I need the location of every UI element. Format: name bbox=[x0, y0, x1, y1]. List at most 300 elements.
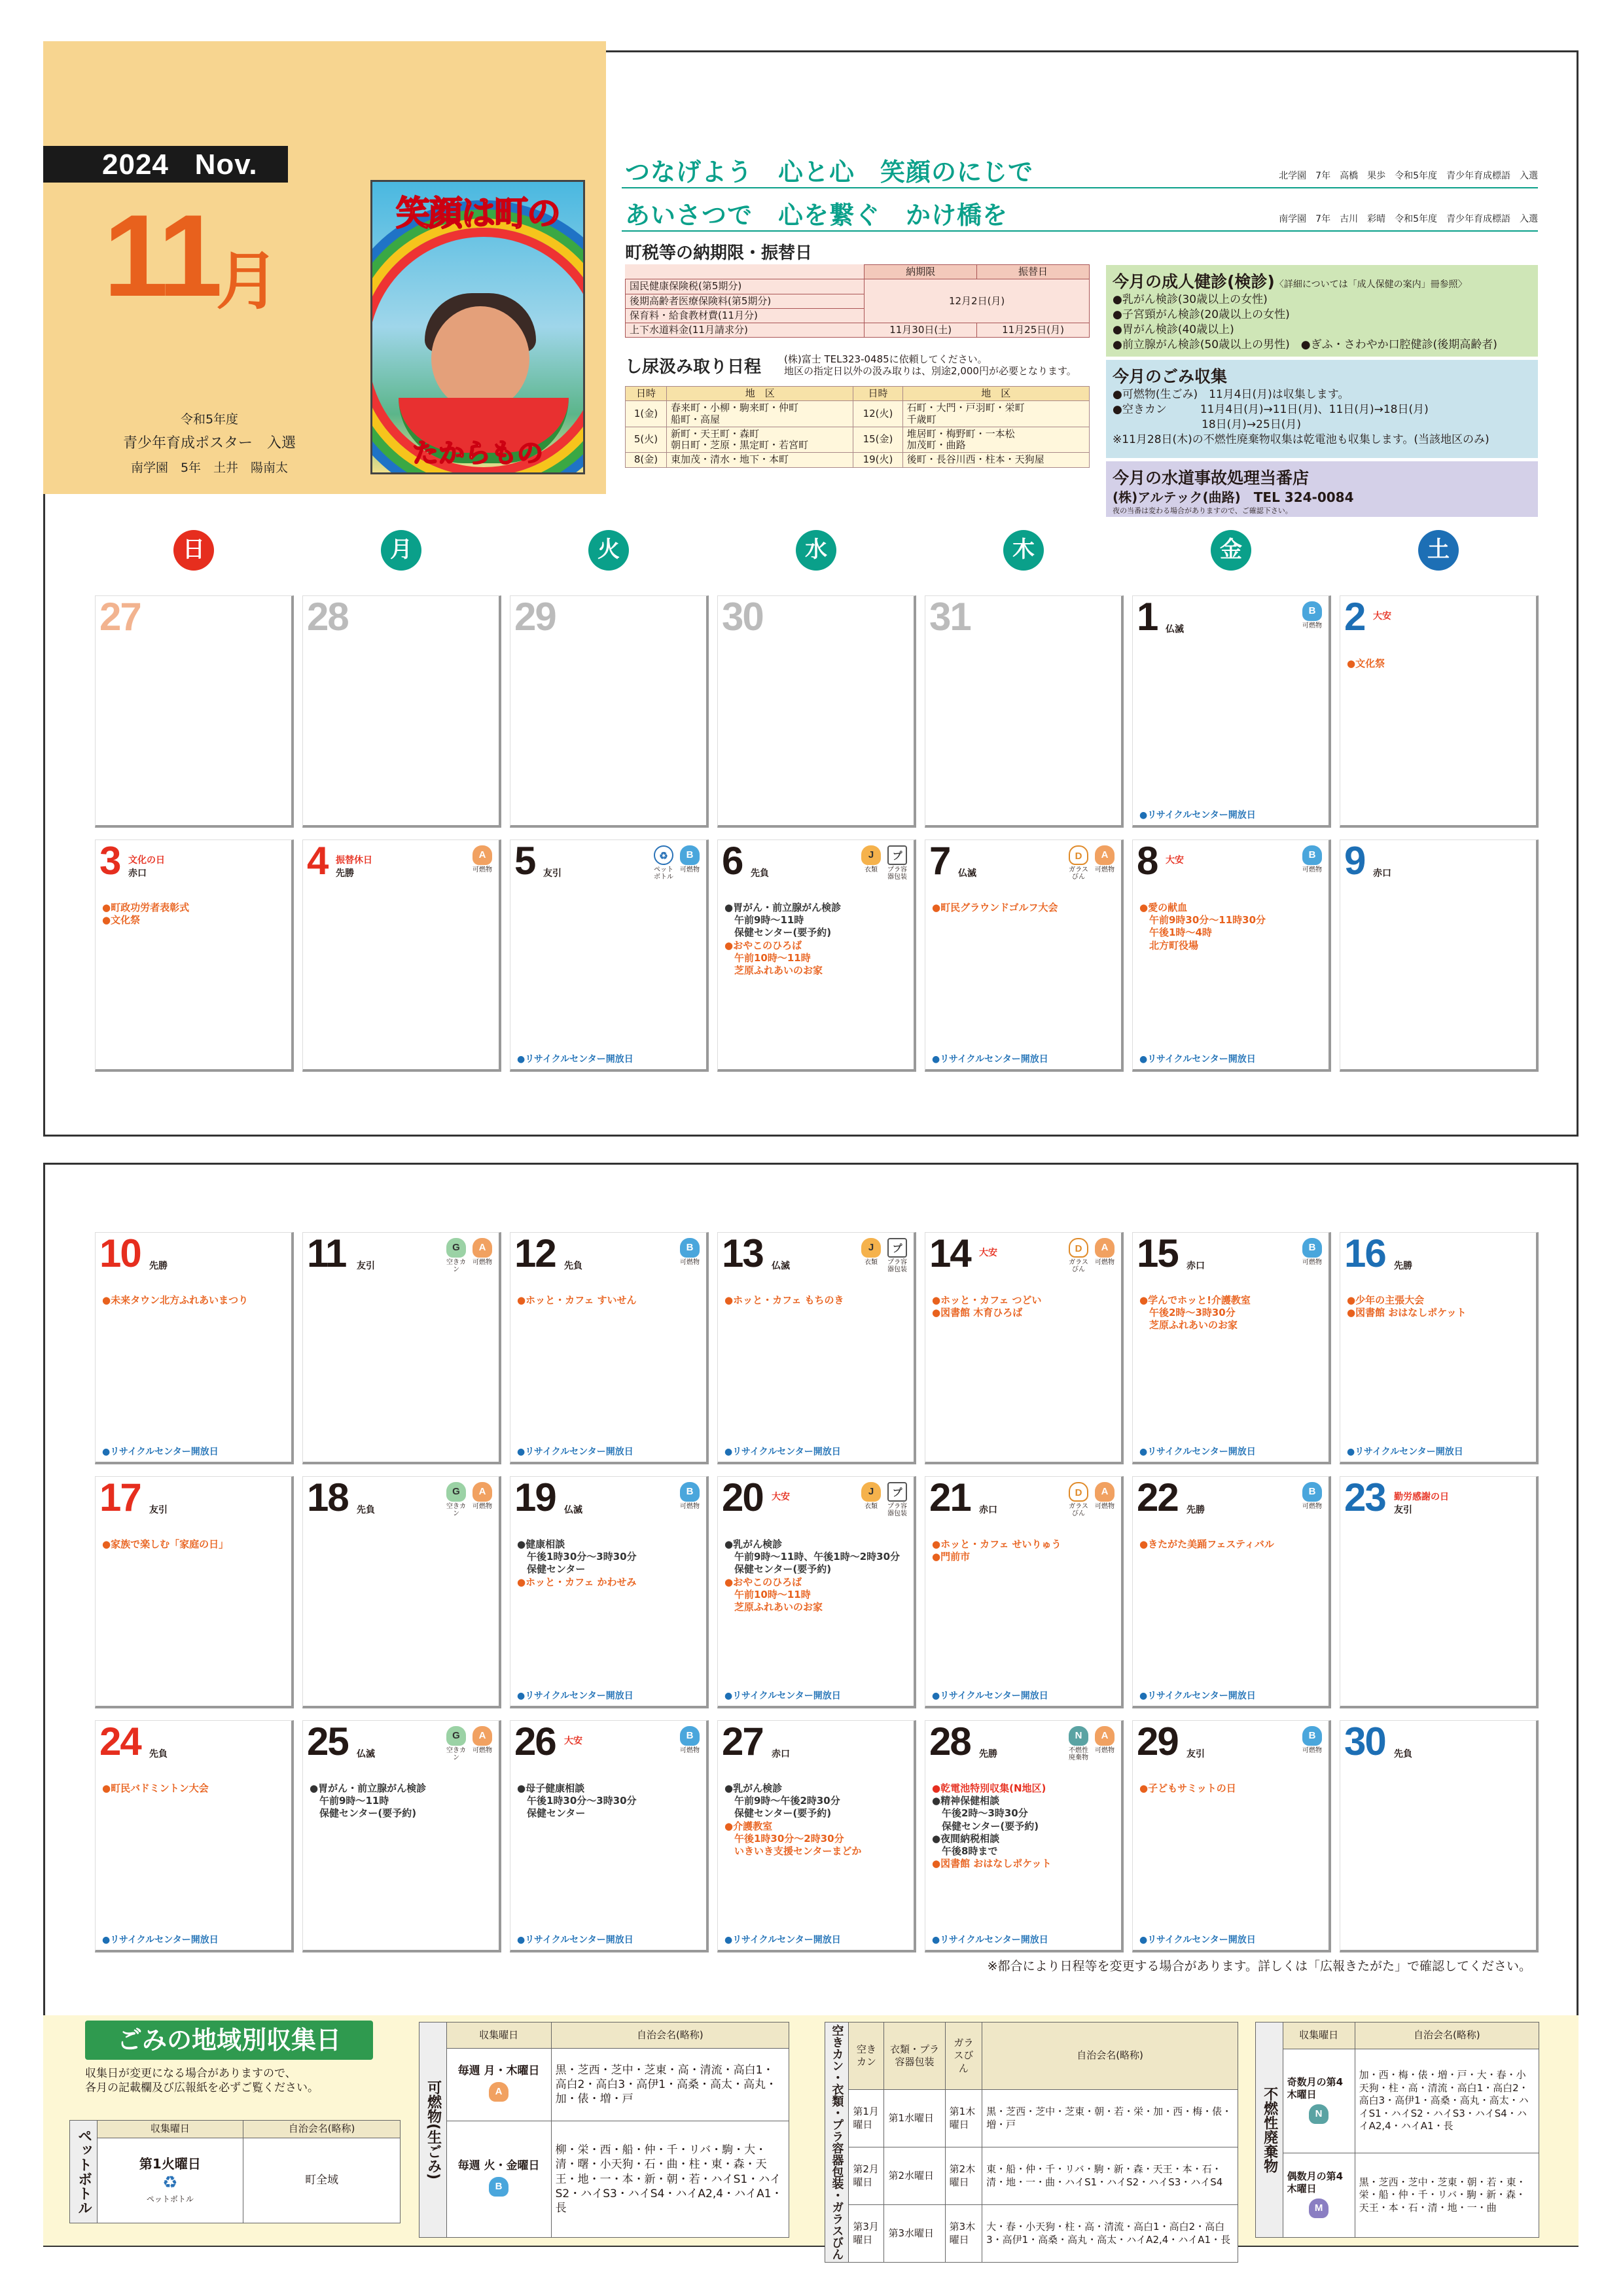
rokuyo-label: 友引 bbox=[149, 1505, 168, 1515]
recycle-center-open: ●リサイクルセンター開放日 bbox=[517, 1935, 633, 1945]
garbage-pla-icon: プ プラ容器包装 bbox=[885, 1482, 909, 1517]
water-line: (株)アルテック(曲路) TEL 324-0084 bbox=[1113, 489, 1354, 505]
slogan-1-credit: 北学園 7年 高橋 果歩 令和5年度 青少年育成標語 入選 bbox=[1279, 171, 1538, 181]
day-cell[interactable] bbox=[1132, 595, 1331, 828]
rokuyo-label: 友引 bbox=[1394, 1505, 1412, 1515]
kenshin-title: 今月の成人健診(検診) bbox=[1113, 272, 1275, 291]
res-h-can: 空きカン bbox=[849, 2022, 884, 2090]
urine-note-1: (株)富士 TEL323-0485に依頼してください。 bbox=[784, 353, 988, 365]
garbage-B-icon: B 可燃物 bbox=[1300, 601, 1324, 629]
recycle-center-open: ●リサイクルセンター開放日 bbox=[724, 1691, 841, 1701]
slogan-1: つなげよう 心と心 笑顔のにじで bbox=[625, 158, 1034, 186]
res-area2: 東・船・仲・千・リバ・駒・新・森・天王・本・石・清・地・一・曲・ハイS1・ハイS2・ハイS3・ハイS4 bbox=[982, 2147, 1238, 2205]
event-line: ●ホッと・カフェ つどい bbox=[932, 1294, 1042, 1306]
day-cell[interactable] bbox=[302, 1476, 501, 1708]
event-line: ●夜間納税相談 bbox=[932, 1832, 1000, 1845]
pet-label: ペットボトル bbox=[70, 2121, 98, 2223]
event-line: ●町民バドミントン大会 bbox=[102, 1782, 209, 1794]
day-number: 29 bbox=[1137, 1720, 1178, 1763]
event-line: ●ホッと・カフェ せいりゅう bbox=[932, 1538, 1061, 1550]
tax-item: 後期高齢者医療保険料(第5期分) bbox=[626, 294, 865, 308]
burn-h-area: 自治会名(略称) bbox=[551, 2022, 789, 2049]
recycle-center-open: ●リサイクルセンター開放日 bbox=[517, 1054, 633, 1065]
holiday-label: 勤労感謝の日 bbox=[1394, 1492, 1449, 1502]
weekday-0: 日 bbox=[173, 530, 214, 571]
event-line: ●文化祭 bbox=[1347, 658, 1385, 669]
res-w1c: 第1木曜日 bbox=[945, 2090, 982, 2147]
info-line: ●胃がん検診(40歳以上) bbox=[1113, 323, 1234, 336]
day-number: 28 bbox=[307, 595, 348, 639]
day-number: 23 bbox=[1344, 1475, 1385, 1519]
day-cell[interactable] bbox=[925, 839, 1124, 1072]
rokuyo-label: 先勝 bbox=[1394, 1261, 1412, 1271]
event-line: 保健センター bbox=[517, 1563, 586, 1576]
garbage-B-icon: B 可燃物 bbox=[1300, 1482, 1324, 1510]
rokuyo-label: 赤口 bbox=[979, 1505, 997, 1515]
day-cell[interactable] bbox=[302, 839, 501, 1072]
res-h-cloth: 衣類・プラ容器包装 bbox=[884, 2022, 945, 2090]
event-line: 午前9時30分〜11時30分 bbox=[1139, 914, 1266, 927]
day-cell[interactable] bbox=[95, 1720, 294, 1952]
event-line: 午後1時30分〜3時30分 bbox=[517, 1551, 637, 1563]
burnable-b-icon: B bbox=[486, 2177, 512, 2197]
garbage-A-icon: A 可燃物 bbox=[471, 1482, 494, 1510]
info-line: ●空きカン 11月4日(月)→11日(月)、11日(月)→18日(月) bbox=[1113, 402, 1429, 416]
garbage-B-icon: B 可燃物 bbox=[1300, 845, 1324, 874]
water-box bbox=[1106, 461, 1538, 517]
urine-h-date: 日時 bbox=[626, 387, 667, 401]
res-w3c: 第3木曜日 bbox=[945, 2205, 982, 2263]
nf1-day: 奇数月の第4木曜日 bbox=[1287, 2075, 1344, 2100]
day-events bbox=[932, 1294, 1042, 1319]
recycle-center-open: ●リサイクルセンター開放日 bbox=[932, 1054, 1048, 1065]
day-number: 28 bbox=[929, 1720, 971, 1763]
rokuyo-label: 先負 bbox=[1394, 1749, 1412, 1759]
day-cell[interactable] bbox=[1132, 1720, 1331, 1952]
event-line: 芝原ふれあいのお家 bbox=[1139, 1319, 1238, 1332]
garbage-A-icon: A 可燃物 bbox=[471, 845, 494, 874]
garbage-A-icon: A 可燃物 bbox=[1093, 1726, 1116, 1754]
day-events bbox=[517, 1782, 637, 1820]
rokuyo-label: 先負 bbox=[357, 1505, 375, 1515]
garbage-glass-icon: D ガラスびん bbox=[1067, 845, 1090, 881]
burnable-a-icon: A bbox=[486, 2082, 512, 2102]
urine-cell: 8(金) bbox=[626, 453, 667, 467]
day-cell[interactable] bbox=[1132, 1476, 1331, 1708]
garbage-pla-icon: プ プラ容器包装 bbox=[885, 845, 909, 881]
day-events bbox=[102, 902, 189, 927]
day-events bbox=[517, 1538, 637, 1589]
event-line: ●おやこのひろば bbox=[724, 1576, 802, 1588]
year: 2024 bbox=[102, 149, 169, 181]
nonburnable-label: 不燃性廃棄物 bbox=[1256, 2022, 1283, 2238]
urine-cell: 新町・天王町・森町 朝日町・芝原・黒定町・若宮町 bbox=[667, 427, 853, 453]
tax-water-due: 11月30日(土) bbox=[865, 323, 977, 338]
event-line: ●おやこのひろば bbox=[724, 939, 802, 951]
event-line: 午後8時まで bbox=[932, 1845, 998, 1857]
day-number: 2 bbox=[1344, 595, 1365, 639]
day-cell[interactable] bbox=[95, 1232, 294, 1464]
day-number: 8 bbox=[1137, 839, 1158, 883]
holiday-label: 大安 bbox=[564, 1736, 582, 1746]
info-line: 18日(月)→25日(月) bbox=[1113, 417, 1302, 431]
garbage-cloth-icon: J 衣類 bbox=[859, 1482, 883, 1510]
event-line: 午前10時〜11時 bbox=[724, 951, 811, 964]
event-line: 北方町役場 bbox=[1139, 939, 1199, 951]
urine-cell: 5(火) bbox=[626, 427, 667, 453]
year-month-bar bbox=[43, 146, 288, 183]
day-number: 27 bbox=[722, 1720, 763, 1763]
day-events bbox=[1139, 1294, 1251, 1332]
recycle-center-open: ●リサイクルセンター開放日 bbox=[932, 1691, 1048, 1701]
event-line: ●介護教室 bbox=[724, 1820, 773, 1832]
poster-title: 笑顔は町の bbox=[395, 194, 560, 234]
day-cell[interactable] bbox=[717, 1720, 916, 1952]
event-line: 保健センター(要予約) bbox=[724, 1807, 832, 1820]
day-cell[interactable] bbox=[925, 1720, 1124, 1952]
event-line: 午前9時〜11時、午後1時〜2時30分 bbox=[724, 1551, 901, 1563]
pet-icon-label: ペットボトル bbox=[146, 2195, 194, 2204]
day-events bbox=[724, 1294, 844, 1307]
event-line: 午前9時〜午後2時30分 bbox=[724, 1795, 840, 1807]
event-line: ●門前市 bbox=[932, 1551, 971, 1563]
event-line: ●未来タウン北方ふれあいまつり bbox=[102, 1294, 249, 1306]
kenshin-sub: 〈詳細については「成人保健の案内」冊参照〉 bbox=[1274, 279, 1467, 290]
holiday-label: 大安 bbox=[979, 1248, 997, 1258]
nf2-area: 黒・芝西・芝中・芝東・朝・若・東・栄・船・仲・千・リバ・駒・新・森・天王・本・石・清・地・一・曲 bbox=[1355, 2153, 1539, 2238]
info-line: ●可燃物(生ごみ) 11月4日(月)は収集します。 bbox=[1113, 388, 1349, 401]
day-cell[interactable] bbox=[1340, 839, 1539, 1072]
day-cell[interactable] bbox=[510, 1720, 709, 1952]
weekday-4: 木 bbox=[1003, 530, 1044, 571]
day-number: 12 bbox=[514, 1231, 556, 1275]
urine-table bbox=[625, 386, 1090, 468]
burnable-label: 可燃物(生ごみ) bbox=[419, 2022, 447, 2238]
gomi-lines bbox=[1113, 387, 1531, 448]
day-cell[interactable] bbox=[717, 595, 916, 828]
recycle-center-open: ●リサイクルセンター開放日 bbox=[1139, 1447, 1256, 1457]
day-number: 1 bbox=[1137, 595, 1158, 639]
info-line: ●子宮頸がん検診(20歳以上の女性) bbox=[1113, 308, 1290, 321]
holiday-label: 文化の日 bbox=[128, 855, 165, 866]
rokuyo-label: 仏滅 bbox=[564, 1505, 582, 1515]
event-line: 保健センター(要予約) bbox=[724, 927, 832, 939]
event-line: 午後2時〜3時30分 bbox=[932, 1807, 1028, 1820]
recycle-center-open: ●リサイクルセンター開放日 bbox=[1347, 1447, 1463, 1457]
day-number: 15 bbox=[1137, 1231, 1178, 1275]
urine-cell: 堆居町・梅野町・一本松 加茂町・曲路 bbox=[902, 427, 1089, 453]
garbage-B-icon: B 可燃物 bbox=[678, 845, 702, 874]
event-line: ●乳がん検診 bbox=[724, 1782, 783, 1794]
rokuyo-label: 赤口 bbox=[1373, 868, 1391, 879]
weekday-6: 土 bbox=[1418, 530, 1459, 571]
weekday-5: 金 bbox=[1211, 530, 1251, 571]
kenshin-box bbox=[1106, 265, 1538, 357]
day-number: 27 bbox=[99, 595, 141, 639]
event-line: 午後2時〜3時30分 bbox=[1139, 1307, 1236, 1319]
day-events bbox=[1139, 1782, 1236, 1795]
res-w2: 第2月曜日 bbox=[849, 2147, 884, 2205]
event-line: 午前9時〜11時 bbox=[310, 1795, 389, 1807]
month-number: 11 bbox=[103, 190, 219, 321]
garbage-A-icon: A 可燃物 bbox=[471, 1238, 494, 1266]
day-number: 21 bbox=[929, 1475, 971, 1519]
burn2-area: 柳・栄・西・船・仲・千・リバ・駒・大・清・曙・小天狗・石・曲・柱・東・森・天王・地・一・本・新・朝・若・ハイS1・ハイS2・ハイS3・ハイS4・ハイA2,4・ハイA1・長 bbox=[551, 2121, 789, 2238]
garbage-A-icon: A 可燃物 bbox=[471, 1726, 494, 1754]
event-line: ●家族で楽しむ「家庭の日」 bbox=[102, 1538, 229, 1550]
event-line: ●少年の主張大会 bbox=[1347, 1294, 1425, 1306]
day-events bbox=[517, 1294, 637, 1307]
urine-h-date: 日時 bbox=[853, 387, 902, 401]
weekday-1: 月 bbox=[381, 530, 421, 571]
tax-col-due: 納期限 bbox=[865, 265, 977, 279]
nf1-area: 加・西・梅・俵・増・戸・大・春・小天狗・柱・高・清流・高白1・高白2・高白3・高伊1・高桑・高丸・高太・ハイS1・ハイS2・ハイS3・ハイS4・ハイA2,4・ハイA1・長 bbox=[1355, 2049, 1539, 2153]
garbage-pet-icon: ♻ ペットボトル bbox=[652, 845, 675, 881]
nf2-day: 偶数月の第4木曜日 bbox=[1287, 2170, 1344, 2195]
event-line: ●精神保健相談 bbox=[932, 1795, 1000, 1807]
event-line: ●きたがた美踊フェスティバル bbox=[1139, 1538, 1274, 1550]
event-line: 芝原ふれあいのお家 bbox=[724, 1600, 823, 1613]
day-cell[interactable] bbox=[717, 839, 916, 1072]
day-number: 20 bbox=[722, 1475, 763, 1519]
day-cell[interactable] bbox=[510, 1476, 709, 1708]
day-cell[interactable] bbox=[717, 1476, 916, 1708]
day-number: 17 bbox=[99, 1475, 141, 1519]
day-number: 31 bbox=[929, 595, 971, 639]
month-unit: 月 bbox=[216, 245, 279, 318]
garbage-can-icon: G 空きカン bbox=[444, 1726, 468, 1761]
event-line: ●胃がん・前立腺がん検診 bbox=[724, 902, 842, 913]
res-w2b: 第2水曜日 bbox=[884, 2147, 945, 2205]
garbage-B-icon: B 可燃物 bbox=[1300, 1726, 1324, 1754]
burn2-day: 毎週 火・金曜日 bbox=[457, 2159, 540, 2172]
urine-title: し尿汲み取り日程 bbox=[625, 357, 762, 377]
event-line: ●ホッと・カフェ もちのき bbox=[724, 1294, 844, 1306]
event-line: ●図書館 おはなしポケット bbox=[932, 1858, 1052, 1870]
urine-cell: 19(火) bbox=[853, 453, 902, 467]
day-cell[interactable] bbox=[1132, 1232, 1331, 1464]
garbage-pla-icon: プ プラ容器包装 bbox=[885, 1238, 909, 1273]
holiday-label: 大安 bbox=[772, 1492, 790, 1502]
event-line: ●町民グラウンドゴルフ大会 bbox=[932, 902, 1058, 913]
water-title: 今月の水道事故処理当番店 bbox=[1113, 468, 1310, 487]
garbage-cloth-icon: J 衣類 bbox=[859, 1238, 883, 1266]
weekday-2: 火 bbox=[588, 530, 629, 571]
rokuyo-label: 仏滅 bbox=[958, 868, 976, 879]
day-cell[interactable] bbox=[1132, 839, 1331, 1072]
event-line: ●乳がん検診 bbox=[724, 1538, 783, 1550]
day-cell[interactable] bbox=[302, 1232, 501, 1464]
day-cell[interactable] bbox=[925, 1232, 1124, 1464]
day-number: 14 bbox=[929, 1231, 971, 1275]
urine-cell: 春来町・小柳・駒来町・仲町 船町・高屋 bbox=[667, 401, 853, 427]
weekday-3: 水 bbox=[796, 530, 836, 571]
burn-h-day: 収集曜日 bbox=[446, 2022, 551, 2049]
day-events bbox=[932, 1782, 1052, 1870]
day-number: 26 bbox=[514, 1720, 556, 1763]
day-number: 29 bbox=[514, 595, 556, 639]
tax-col-transfer: 振替日 bbox=[977, 265, 1090, 279]
nonburnable-m-icon: M bbox=[1306, 2199, 1332, 2218]
poster-image bbox=[370, 180, 585, 474]
day-cell[interactable] bbox=[95, 1476, 294, 1708]
nf-h-area: 自治会名(略称) bbox=[1355, 2022, 1539, 2049]
day-number: 9 bbox=[1344, 839, 1365, 883]
res-h-glass: ガラスびん bbox=[945, 2022, 982, 2090]
day-number: 16 bbox=[1344, 1231, 1385, 1275]
res-area1: 黒・芝西・芝中・芝東・朝・若・栄・加・西・梅・俵・増・戸 bbox=[982, 2090, 1238, 2147]
urine-note bbox=[784, 353, 1077, 377]
event-line: ●母子健康相談 bbox=[517, 1782, 585, 1794]
recycle-center-open: ●リサイクルセンター開放日 bbox=[517, 1447, 633, 1457]
pet-area: 町全域 bbox=[243, 2138, 401, 2223]
tax-items-due: 12月2日(月) bbox=[865, 279, 1090, 323]
resource-label: 空きカン・衣類・プラ容器包装・ガラスびん bbox=[825, 2022, 849, 2263]
holiday-label: 大安 bbox=[1166, 855, 1184, 866]
garbage-B-icon: B 可燃物 bbox=[678, 1238, 702, 1266]
event-line: ●ホッと・カフェ すいせん bbox=[517, 1294, 637, 1306]
event-line: ●町政功労者表彰式 bbox=[102, 902, 190, 913]
nonburnable-table bbox=[1255, 2022, 1539, 2238]
day-cell[interactable] bbox=[1340, 1720, 1539, 1952]
collection-note-2: 各月の記載欄及び広報紙を必ずご覧ください。 bbox=[85, 2081, 319, 2095]
day-events bbox=[310, 1782, 426, 1820]
day-cell[interactable] bbox=[302, 1720, 501, 1952]
event-line: いきいき支援センターまどか bbox=[724, 1845, 862, 1857]
recycle-center-open: ●リサイクルセンター開放日 bbox=[102, 1447, 219, 1457]
day-number: 24 bbox=[99, 1720, 141, 1763]
event-line: 午前10時〜11時 bbox=[724, 1588, 811, 1600]
nonburnable-n-icon: N bbox=[1306, 2104, 1332, 2124]
info-line: ●前立腺がん検診(50歳以上の男性) ●ぎふ・さわやか口腔健診(後期高齢者) bbox=[1113, 338, 1497, 351]
recycle-center-open: ●リサイクルセンター開放日 bbox=[1139, 810, 1256, 821]
urine-h-area: 地 区 bbox=[667, 387, 853, 401]
garbage-glass-icon: D ガラスびん bbox=[1067, 1238, 1090, 1273]
res-w1: 第1月曜日 bbox=[849, 2090, 884, 2147]
day-cell[interactable] bbox=[717, 1232, 916, 1464]
event-line: ●愛の献血 bbox=[1139, 902, 1188, 913]
day-events bbox=[932, 1538, 1061, 1563]
recycle-center-open: ●リサイクルセンター開放日 bbox=[724, 1935, 841, 1945]
day-number: 5 bbox=[514, 839, 535, 883]
pet-h-area: 自治会名(略称) bbox=[243, 2121, 401, 2138]
recycle-center-open: ●リサイクルセンター開放日 bbox=[932, 1935, 1048, 1945]
day-events bbox=[102, 1294, 248, 1307]
event-line: 保健センター(要予約) bbox=[724, 1563, 832, 1576]
slogan-2: あいさつで 心を繋ぐ かけ橋を bbox=[625, 201, 1008, 230]
garbage-can-icon: G 空きカン bbox=[444, 1238, 468, 1273]
event-line: ●健康相談 bbox=[517, 1538, 565, 1550]
day-cell[interactable] bbox=[510, 595, 709, 828]
urine-cell: 東加茂・清水・地下・本町 bbox=[667, 453, 853, 467]
collection-note-1: 収集日が変更になる場合がありますので、 bbox=[85, 2067, 296, 2080]
poster-bottom-text: たからもの bbox=[412, 438, 543, 468]
urine-note-2: 地区の指定日以外の汲み取りは、別途2,000円が必要となります。 bbox=[784, 365, 1077, 377]
gomi-title: 今月のごみ収集 bbox=[1113, 367, 1228, 386]
rokuyo-label: 仏滅 bbox=[772, 1261, 790, 1271]
garbage-glass-icon: D ガラスびん bbox=[1067, 1482, 1090, 1517]
day-number: 25 bbox=[307, 1720, 348, 1763]
pet-h-day: 収集曜日 bbox=[97, 2121, 243, 2138]
day-cell[interactable] bbox=[1340, 1232, 1539, 1464]
day-cell[interactable] bbox=[510, 1232, 709, 1464]
event-line: 午後1時30分〜2時30分 bbox=[724, 1832, 844, 1845]
day-events bbox=[102, 1538, 228, 1551]
event-line: ●学んでホッと!介護教室 bbox=[1139, 1294, 1251, 1306]
day-cell[interactable] bbox=[1340, 595, 1539, 828]
gomi-box bbox=[1106, 360, 1538, 458]
rokuyo-label: 先負 bbox=[751, 868, 769, 879]
garbage-A-icon: A 可燃物 bbox=[1093, 845, 1116, 874]
event-line: 午後1時30分〜3時30分 bbox=[517, 1795, 637, 1807]
event-line: ●ホッと・カフェ かわせみ bbox=[517, 1576, 637, 1588]
res-w2c: 第2木曜日 bbox=[945, 2147, 982, 2205]
rokuyo-label: 仏滅 bbox=[357, 1749, 375, 1759]
day-number: 10 bbox=[99, 1231, 141, 1275]
event-line: 午前9時〜11時 bbox=[724, 914, 804, 927]
tax-title: 町税等の納期限・振替日 bbox=[625, 243, 813, 263]
res-h-area: 自治会名(略称) bbox=[982, 2022, 1238, 2090]
event-line: ●文化祭 bbox=[102, 914, 141, 927]
res-w1b: 第1水曜日 bbox=[884, 2090, 945, 2147]
recycle-center-open: ●リサイクルセンター開放日 bbox=[1139, 1935, 1256, 1945]
burn1-day: 毎週 月・木曜日 bbox=[457, 2064, 540, 2078]
poster-caption-year: 令和5年度 bbox=[180, 412, 239, 427]
day-events bbox=[1139, 1538, 1274, 1551]
day-cell[interactable] bbox=[95, 595, 294, 828]
day-cell[interactable] bbox=[95, 839, 294, 1072]
burnable-table bbox=[419, 2022, 789, 2238]
day-events bbox=[724, 1538, 900, 1614]
recycle-center-open: ●リサイクルセンター開放日 bbox=[724, 1447, 841, 1457]
slogan-divider bbox=[622, 187, 1538, 188]
poster-caption-title: 青少年育成ポスター 入選 bbox=[122, 435, 296, 451]
rokuyo-label: 先勝 bbox=[979, 1749, 997, 1759]
slogan-2-credit: 南学園 7年 古川 彩晴 令和5年度 青少年育成標語 入選 bbox=[1279, 214, 1538, 224]
event-line: ●子どもサミットの日 bbox=[1139, 1782, 1236, 1794]
rokuyo-label: 先負 bbox=[149, 1749, 168, 1759]
garbage-B-icon: B 可燃物 bbox=[678, 1482, 702, 1510]
pet-recycle-icon: ♻ bbox=[162, 2173, 178, 2193]
event-line: 保健センター bbox=[517, 1807, 586, 1820]
day-number: 19 bbox=[514, 1475, 556, 1519]
pet-day: 第1火曜日 bbox=[139, 2156, 201, 2172]
day-cell[interactable] bbox=[925, 1476, 1124, 1708]
info-line: ●乳がん検診(30歳以上の女性) bbox=[1113, 293, 1268, 306]
rokuyo-label: 赤口 bbox=[128, 868, 147, 879]
res-area3: 大・春・小天狗・柱・高・清流・高白1・高白2・高白3・高伊1・高桑・高丸・高太・ハイA2,4・ハイA1・長 bbox=[982, 2205, 1238, 2263]
garbage-can-icon: G 空きカン bbox=[444, 1482, 468, 1517]
kenshin-lines bbox=[1113, 292, 1531, 353]
day-cell[interactable] bbox=[1340, 1476, 1539, 1708]
urine-h-area: 地 区 bbox=[902, 387, 1089, 401]
day-events bbox=[932, 902, 1058, 914]
urine-cell: 12(火) bbox=[853, 401, 902, 427]
day-number: 22 bbox=[1137, 1475, 1178, 1519]
day-cell[interactable] bbox=[925, 595, 1124, 828]
res-w3b: 第3水曜日 bbox=[884, 2205, 945, 2263]
garbage-A-icon: A 可燃物 bbox=[1093, 1238, 1116, 1266]
event-line: 午後1時〜4時 bbox=[1139, 927, 1212, 939]
event-line: ●胃がん・前立腺がん検診 bbox=[310, 1782, 427, 1794]
garbage-A-icon: A 可燃物 bbox=[1093, 1482, 1116, 1510]
day-cell[interactable] bbox=[302, 595, 501, 828]
day-cell[interactable] bbox=[510, 839, 709, 1072]
day-number: 13 bbox=[722, 1231, 763, 1275]
day-events bbox=[102, 1782, 209, 1795]
day-events bbox=[1347, 658, 1385, 670]
rokuyo-label: 赤口 bbox=[1186, 1261, 1205, 1271]
